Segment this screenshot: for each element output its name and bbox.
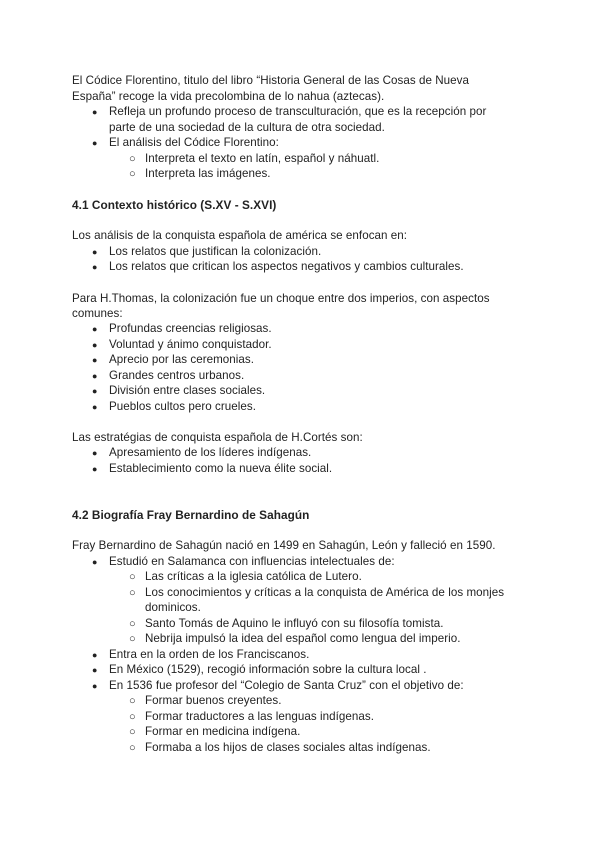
intro-line-2: España” recoge la vida precolombina de lo nahua (aztecas). bbox=[72, 90, 385, 103]
bullet-icon: ● bbox=[92, 650, 98, 660]
section-41-p2-line-1: Para H.Thomas, la colonización fue un choque entre dos imperios, con aspectos bbox=[72, 292, 490, 305]
list-item: Grandes centros urbanos. bbox=[109, 369, 245, 382]
list-item: Establecimiento como la nueva élite social. bbox=[109, 462, 333, 475]
bullet-icon: ● bbox=[92, 464, 98, 474]
bullet-icon: ● bbox=[92, 402, 98, 412]
bullet-icon: ● bbox=[92, 371, 98, 381]
section-42-bullet-1: Estudió en Salamanca con influencias intelectuales de: bbox=[109, 555, 395, 568]
bullet-icon: ● bbox=[92, 355, 98, 365]
sub-bullet-icon: ○ bbox=[129, 726, 136, 738]
list-item: Los conocimientos y críticas a la conquista de América de los monjes bbox=[145, 586, 505, 599]
sub-bullet-icon: ○ bbox=[129, 711, 136, 723]
section-42-bullet-3: En México (1529), recogió información sobre la cultura local . bbox=[109, 663, 427, 676]
intro-sub-2: Interpreta las imágenes. bbox=[145, 167, 271, 180]
section-42-bullet-4: En 1536 fue profesor del “Colegio de Santa Cruz” con el objetivo de: bbox=[109, 679, 464, 692]
list-item: Formar traductores a las lenguas indígenas. bbox=[145, 710, 374, 723]
intro-bullet-1-line-1: Refleja un profundo proceso de transculturación, que es la recepción por bbox=[109, 105, 487, 118]
intro-sub-1: Interpreta el texto en latín, español y náhuatl. bbox=[145, 152, 380, 165]
sub-bullet-icon: ○ bbox=[129, 618, 136, 630]
intro-line-1: El Códice Florentino, titulo del libro “Historia General de las Cosas de Nueva bbox=[72, 74, 469, 87]
bullet-icon: ● bbox=[92, 386, 98, 396]
list-item: Formar en medicina indígena. bbox=[145, 725, 301, 738]
bullet-icon: ● bbox=[92, 262, 98, 272]
bullet-icon: ● bbox=[92, 557, 98, 567]
bullet-icon: ● bbox=[92, 340, 98, 350]
sub-bullet-icon: ○ bbox=[129, 168, 136, 180]
section-42-bullet-2: Entra en la orden de los Franciscanos. bbox=[109, 648, 310, 661]
sub-bullet-icon: ○ bbox=[129, 633, 136, 645]
section-41-p1: Los análisis de la conquista española de américa se enfocan en: bbox=[72, 229, 408, 242]
list-item: Los relatos que critican los aspectos negativos y cambios culturales. bbox=[109, 260, 464, 273]
list-item: Voluntad y ánimo conquistador. bbox=[109, 338, 272, 351]
section-42-p1: Fray Bernardino de Sahagún nació en 1499 en Sahagún, León y falleció en 1590. bbox=[72, 539, 496, 552]
intro-bullet-2: El análisis del Códice Florentino: bbox=[109, 136, 279, 149]
bullet-icon: ● bbox=[92, 448, 98, 458]
sub-bullet-icon: ○ bbox=[129, 153, 136, 165]
bullet-icon: ● bbox=[92, 247, 98, 257]
sub-bullet-icon: ○ bbox=[129, 742, 136, 754]
bullet-icon: ● bbox=[92, 324, 98, 334]
list-item: Los relatos que justifican la colonización. bbox=[109, 245, 322, 258]
list-item: Apresamiento de los líderes indígenas. bbox=[109, 446, 312, 459]
list-item-continuation: dominicos. bbox=[145, 601, 201, 614]
bullet-icon: ● bbox=[92, 107, 98, 117]
section-41-p3: Las estratégias de conquista española de H.Cortés son: bbox=[72, 431, 363, 444]
list-item: Formaba a los hijos de clases sociales altas indígenas. bbox=[145, 741, 431, 754]
bullet-icon: ● bbox=[92, 681, 98, 691]
sub-bullet-icon: ○ bbox=[129, 695, 136, 707]
list-item: Santo Tomás de Aquino le influyó con su filosofía tomista. bbox=[145, 617, 444, 630]
list-item: Las críticas a la iglesia católica de Lutero. bbox=[145, 570, 362, 583]
list-item: Formar buenos creyentes. bbox=[145, 694, 282, 707]
sub-bullet-icon: ○ bbox=[129, 571, 136, 583]
list-item: Nebrija impulsó la idea del español como lengua del imperio. bbox=[145, 632, 461, 645]
sub-bullet-icon: ○ bbox=[129, 587, 136, 599]
list-item: Pueblos cultos pero crueles. bbox=[109, 400, 257, 413]
list-item: Aprecio por las ceremonias. bbox=[109, 353, 255, 366]
list-item: División entre clases sociales. bbox=[109, 384, 266, 397]
bullet-icon: ● bbox=[92, 138, 98, 148]
section-42-heading: 4.2 Biografía Fray Bernardino de Sahagún bbox=[72, 508, 310, 522]
list-item: Profundas creencias religiosas. bbox=[109, 322, 272, 335]
section-41-heading: 4.1 Contexto histórico (S.XV - S.XVI) bbox=[72, 198, 277, 212]
section-41-p2-line-2: comunes: bbox=[72, 307, 123, 320]
intro-bullet-1-line-2: parte de una sociedad de la cultura de otra sociedad. bbox=[109, 121, 385, 134]
bullet-icon: ● bbox=[92, 665, 98, 675]
